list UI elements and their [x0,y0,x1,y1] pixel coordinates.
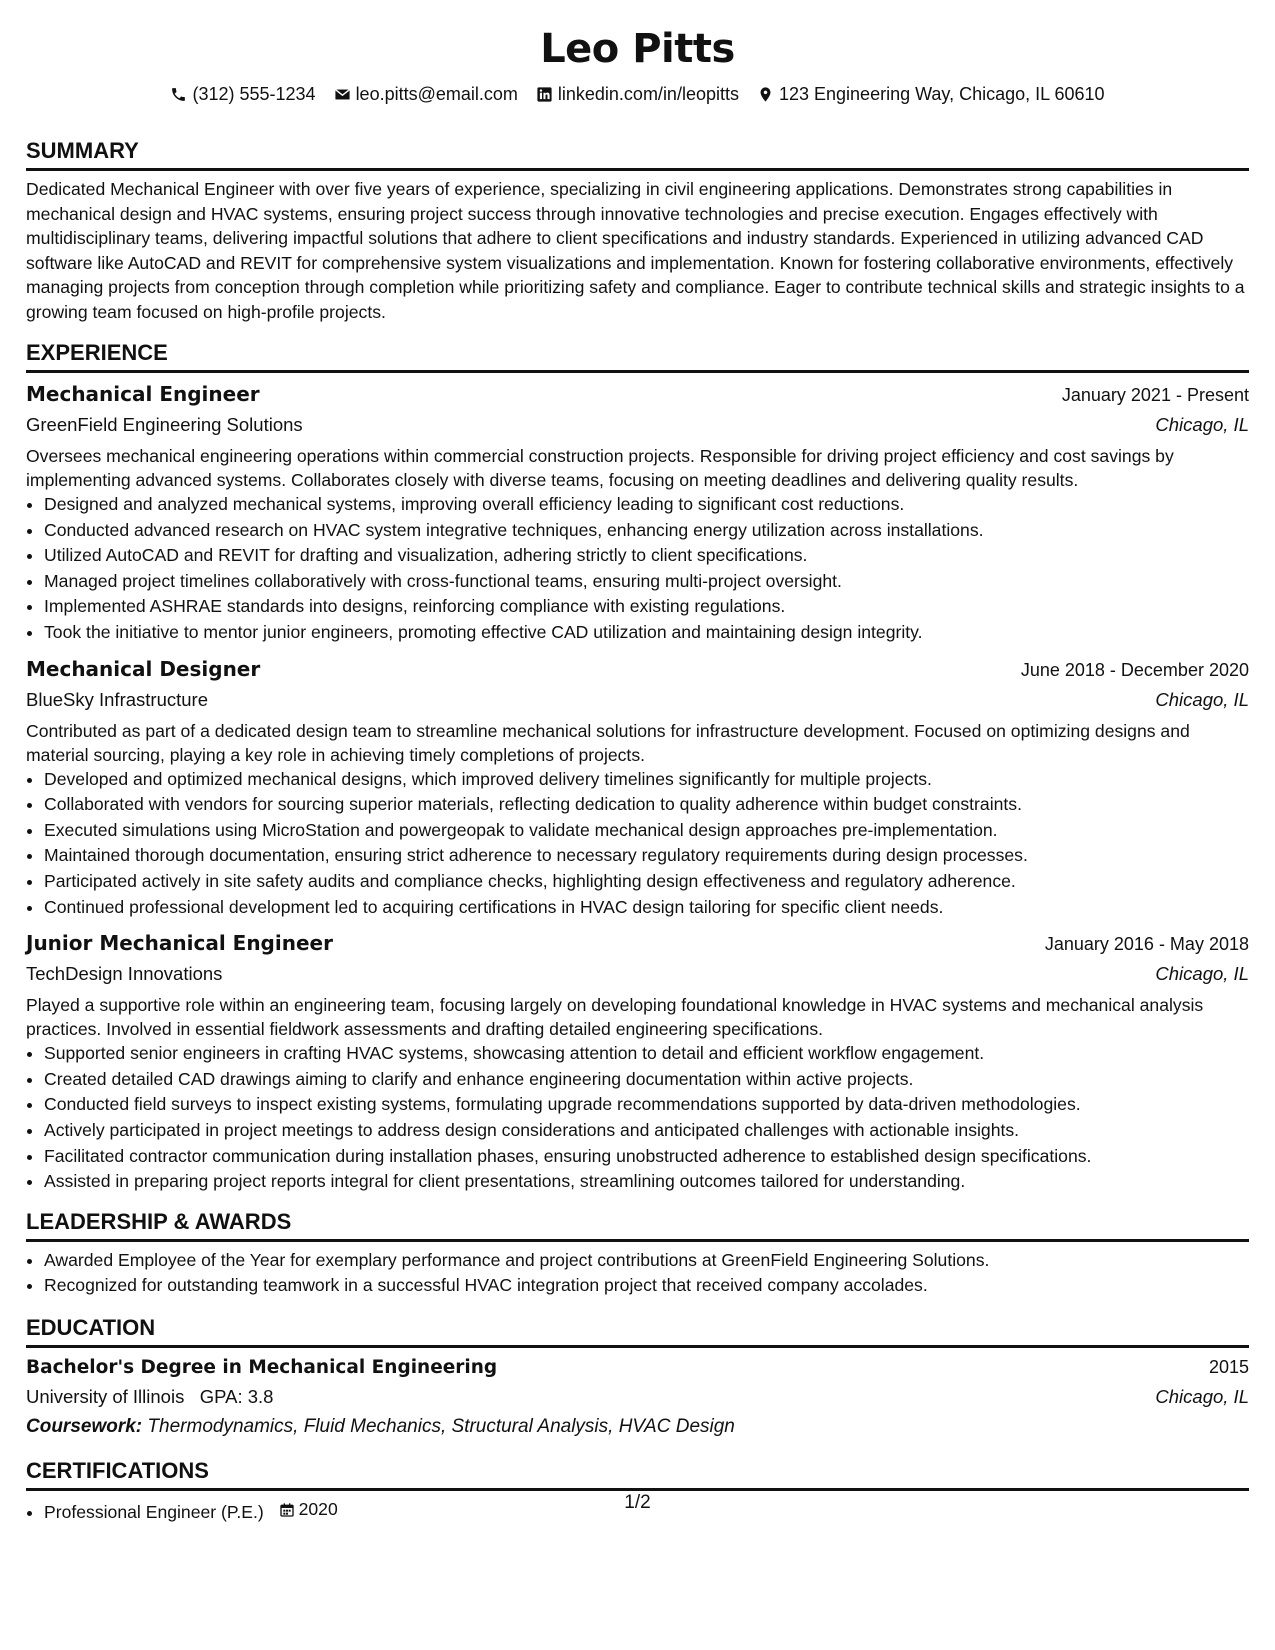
summary-heading: SUMMARY [26,138,1249,171]
job-bullets [26,767,1249,921]
email-text[interactable]: leo.pitts@email.com [355,84,518,104]
job-bullet: • Participated actively in site safety audits and compliance checks, highlighting design effectiveness and regulatory adherence. [44,869,1249,895]
job-title: Junior Mechanical Engineer [26,931,333,956]
job-bullet: • Facilitated contractor communication during installation phases, ensuring unobstructed adherence to established design specifications. [44,1144,1249,1170]
job-bullet: • Created detailed CAD drawings aiming to clarify and enhance engineering documentation within active projects. [44,1067,1249,1093]
job-title: Mechanical Engineer [26,382,260,406]
company-name: TechDesign Innovations [26,963,223,985]
job-bullets [26,492,1249,646]
awards-section [26,1209,1249,1299]
school-line [26,1382,273,1412]
job-location: Chicago, IL [1155,688,1249,710]
company-name: GreenField Engineering Solutions [26,414,303,435]
experience-section [26,340,1249,1195]
linkedin-icon [536,86,553,103]
gpa: GPA: 3.8 [199,1385,274,1407]
address-text: 123 Engineering Way, Chicago, IL 60610 [778,84,1105,104]
jobs-list [26,379,1249,1195]
job-bullet: • Designed and analyzed mechanical systems, improving overall efficiency leading to significant cost reductions. [44,492,1249,518]
job-bullet: • Implemented ASHRAE standards into designs, reinforcing compliance with existing regulations. [44,594,1249,620]
job-description: Contributed as part of a dedicated design team to streamline mechanical solutions for infrastructure development. Focused on optimizing designs and material sourcing, playing a key role in achieving timely completions of projects. [26,720,1190,765]
job-entry [26,379,1249,646]
awards-heading: LEADERSHIP & AWARDS [26,1209,1249,1242]
linkedin-text[interactable]: linkedin.com/in/leopitts [557,84,739,104]
job-location: Chicago, IL [1155,963,1249,985]
phone-icon [170,86,187,103]
company-name: BlueSky Infrastructure [26,688,208,710]
job-bullet: • Continued professional development led to acquiring certifications in HVAC design tailoring for specific client needs. [44,895,1249,921]
envelope-icon [334,86,351,103]
contact-bar [26,82,1249,106]
job-bullet: • Collaborated with vendors for sourcing superior materials, reflecting dedication to quality adherence within budget constraints. [44,792,1249,818]
certifications-heading: CERTIFICATIONS [26,1458,1249,1491]
job-entry [26,654,1249,921]
job-bullet: • Utilized AutoCAD and REVIT for drafting and visualization, adhering strictly to client specifications. [44,543,1249,569]
phone-text: (312) 555-1234 [192,84,316,104]
school-name: University of Illinois [26,1385,185,1407]
coursework [26,1412,1249,1442]
contact-email[interactable] [334,82,518,106]
job-bullet: • Took the initiative to mentor junior engineers, promoting effective CAD utilization and maintaining design integrity. [44,620,1249,646]
certification-name: Professional Engineer (P.E.) [44,1501,264,1522]
job-description: Oversees mechanical engineering operations within commercial construction projects. Responsible for driving project efficiency and cost savings by implementing advanced systems. Collaborates closely with diverse teams, focusing on meeting deadlines and delivering quality results. [26,446,1174,490]
award-item: • Recognized for outstanding teamwork in a successful HVAC integration project that received company accolades. [44,1273,1249,1299]
degree-title: Bachelor's Degree in Mechanical Engineering [26,1356,498,1378]
job-bullet: • Managed project timelines collaboratively with cross-functional teams, ensuring multi-project oversight. [44,569,1249,595]
job-bullet: • Maintained thorough documentation, ensuring strict adherence to necessary regulatory requirements during design processes. [44,843,1249,869]
school-location: Chicago, IL [1155,1385,1249,1407]
contact-linkedin[interactable] [536,82,739,106]
contact-phone [170,82,315,106]
education-heading: EDUCATION [26,1315,1249,1348]
job-entry [26,928,1249,1195]
job-dates: January 2021 - Present [1061,385,1249,405]
degree-year: 2015 [1208,1356,1249,1377]
job-location: Chicago, IL [1155,414,1249,435]
page-number: 1/2 [624,1492,651,1513]
coursework-label: Coursework: [26,1415,143,1437]
candidate-name: Leo Pitts [540,26,735,72]
education-section [26,1315,1249,1442]
award-item: • Awarded Employee of the Year for exemplary performance and project contributions at GreenField Engineering Solutions. [44,1248,1249,1274]
awards-list [26,1248,1249,1299]
job-bullet: • Assisted in preparing project reports integral for client presentations, streamlining outcomes tailored for understanding. [44,1169,1249,1195]
certification-year: 2020 [298,1498,338,1519]
job-bullet: • Actively participated in project meetings to address design considerations and anticipated challenges with actionable insights. [44,1118,1249,1144]
contact-address [757,82,1105,106]
coursework-list: Thermodynamics, Fluid Mechanics, Structural Analysis, HVAC Design [147,1415,735,1437]
job-dates: June 2018 - December 2020 [1020,659,1249,680]
summary-section [26,138,1249,324]
job-bullet: • Conducted field surveys to inspect existing systems, formulating upgrade recommendations supported by data-driven methodologies. [44,1092,1249,1118]
job-bullet: • Developed and optimized mechanical designs, which improved delivery timelines significantly for multiple projects. [44,767,1249,793]
job-description: Played a supportive role within an engineering team, focusing largely on developing foundational knowledge in HVAC systems and mechanical analysis practices. Involved in essential fieldwork assessments and drafting detailed engineering specifications. [26,995,1204,1040]
experience-heading: EXPERIENCE [26,340,1249,373]
job-bullet: • Executed simulations using MicroStation and powergeopak to validate mechanical design approaches pre-implementation. [44,818,1249,844]
job-bullet: • Conducted advanced research on HVAC system integrative techniques, enhancing energy utilization across installations. [44,518,1249,544]
job-dates: January 2016 - May 2018 [1044,934,1249,955]
job-bullets [26,1041,1249,1195]
map-pin-icon [757,86,774,103]
job-bullet: • Supported senior engineers in crafting HVAC systems, showcasing attention to detail and efficient workflow engagement. [44,1041,1249,1067]
job-title: Mechanical Designer [26,656,261,681]
resume-page [26,0,1249,1525]
summary-text: Dedicated Mechanical Engineer with over five years of experience, specializing in civil engineering applications. Demonstrates strong capabilities in mechanical design and HVAC systems, ensuring project success through innovative technologies and precise execution. Engages effectively with multidisciplinary teams, delivering impactful solutions that adhere to client specifications and industry standards. Experienced in utilizing advanced CAD software like AutoCAD and REVIT for comprehensive system visualizations and implementation. Known for fostering collaborative environments, effectively managing projects from conception through completion while prioritizing safety and compliance. Eager to contribute technical skills and strategic insights to a growing team focused on high-profile projects. [26,179,1245,322]
